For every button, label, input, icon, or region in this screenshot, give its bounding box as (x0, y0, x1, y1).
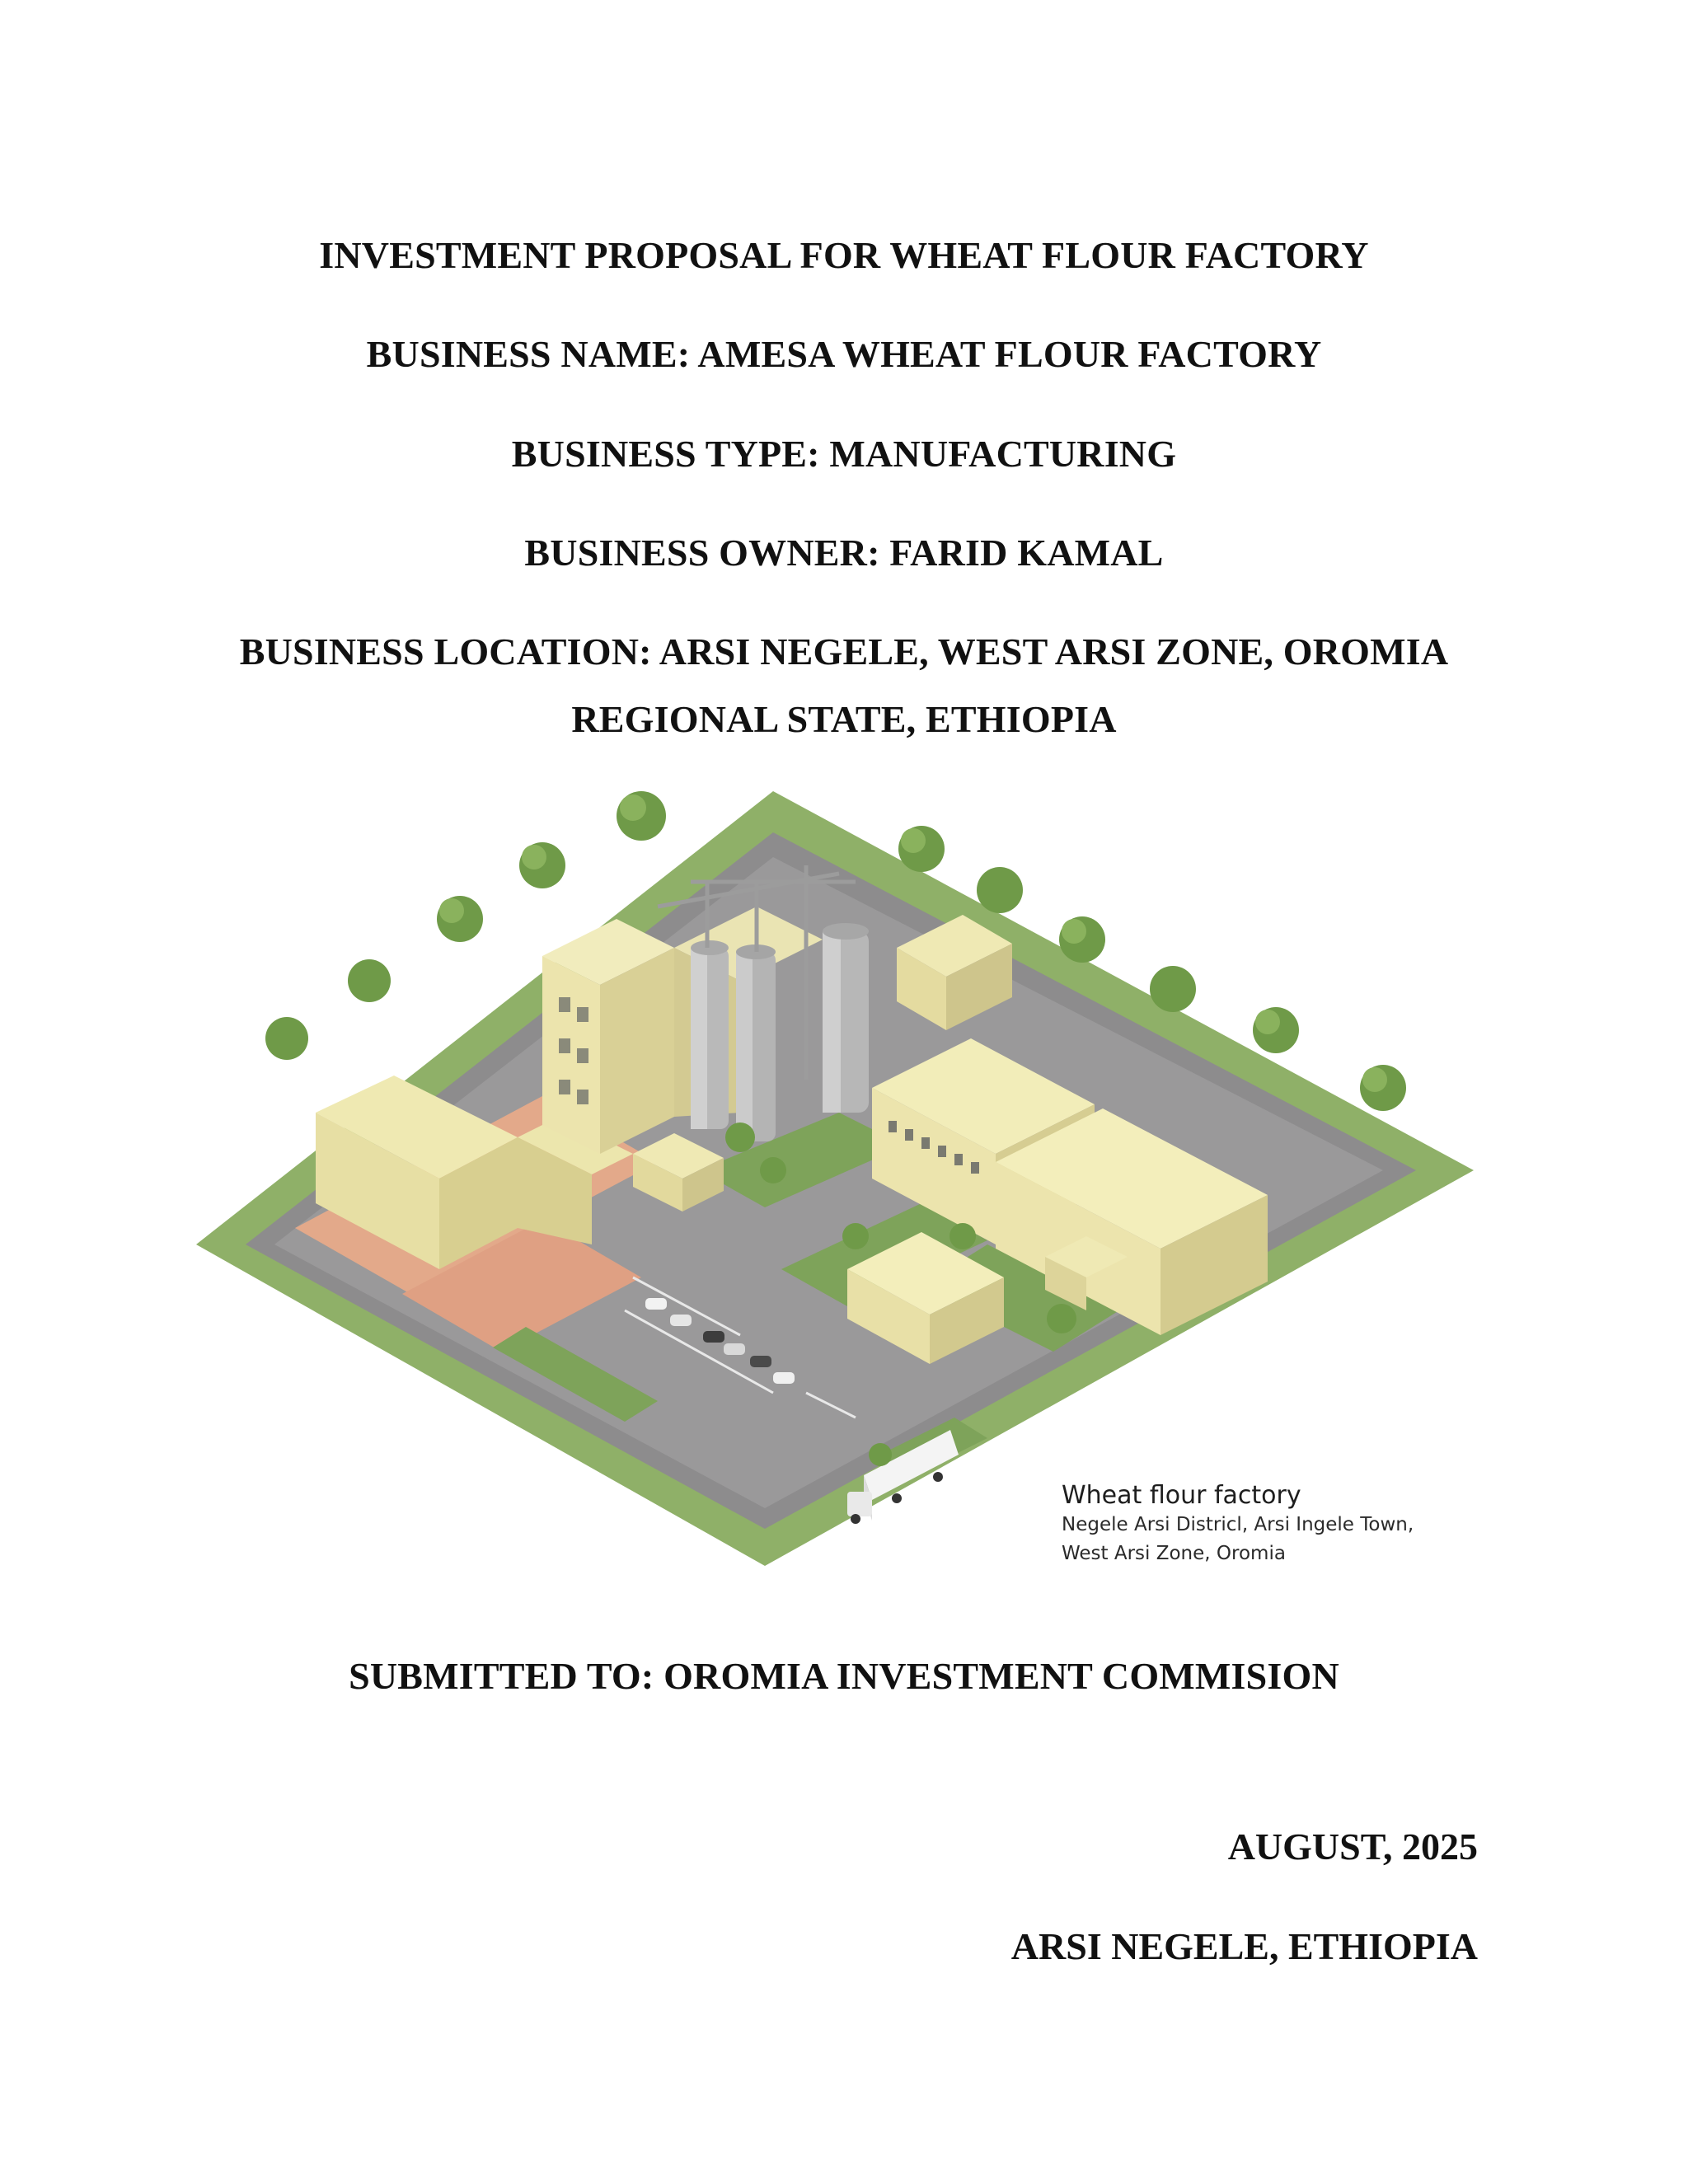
illustration-caption-title: Wheat flour factory (1062, 1481, 1301, 1510)
illustration-caption-line2: West Arsi Zone, Oromia (1062, 1543, 1286, 1564)
document-title: INVESTMENT PROPOSAL FOR WHEAT FLOUR FACTORY (319, 234, 1369, 276)
illustration-caption-line1: Negele Arsi Districl, Arsi Ingele Town, (1062, 1514, 1414, 1535)
business-type: BUSINESS TYPE: MANUFACTURING (511, 433, 1177, 475)
document-place: ARSI NEGELE, ETHIOPIA (1010, 1925, 1478, 1967)
factory-illustration (196, 783, 1482, 1574)
submitted-to: SUBMITTED TO: OROMIA INVESTMENT COMMISION (349, 1655, 1339, 1697)
business-name: BUSINESS NAME: AMESA WHEAT FLOUR FACTORY (366, 333, 1322, 375)
business-owner: BUSINESS OWNER: FARID KAMAL (524, 532, 1164, 574)
document-date: AUGUST, 2025 (1227, 1825, 1478, 1868)
business-location-line2: REGIONAL STATE, ETHIOPIA (571, 698, 1117, 740)
business-location-line1: BUSINESS LOCATION: ARSI NEGELE, WEST ARSI ZONE, OROMIA (239, 630, 1449, 673)
